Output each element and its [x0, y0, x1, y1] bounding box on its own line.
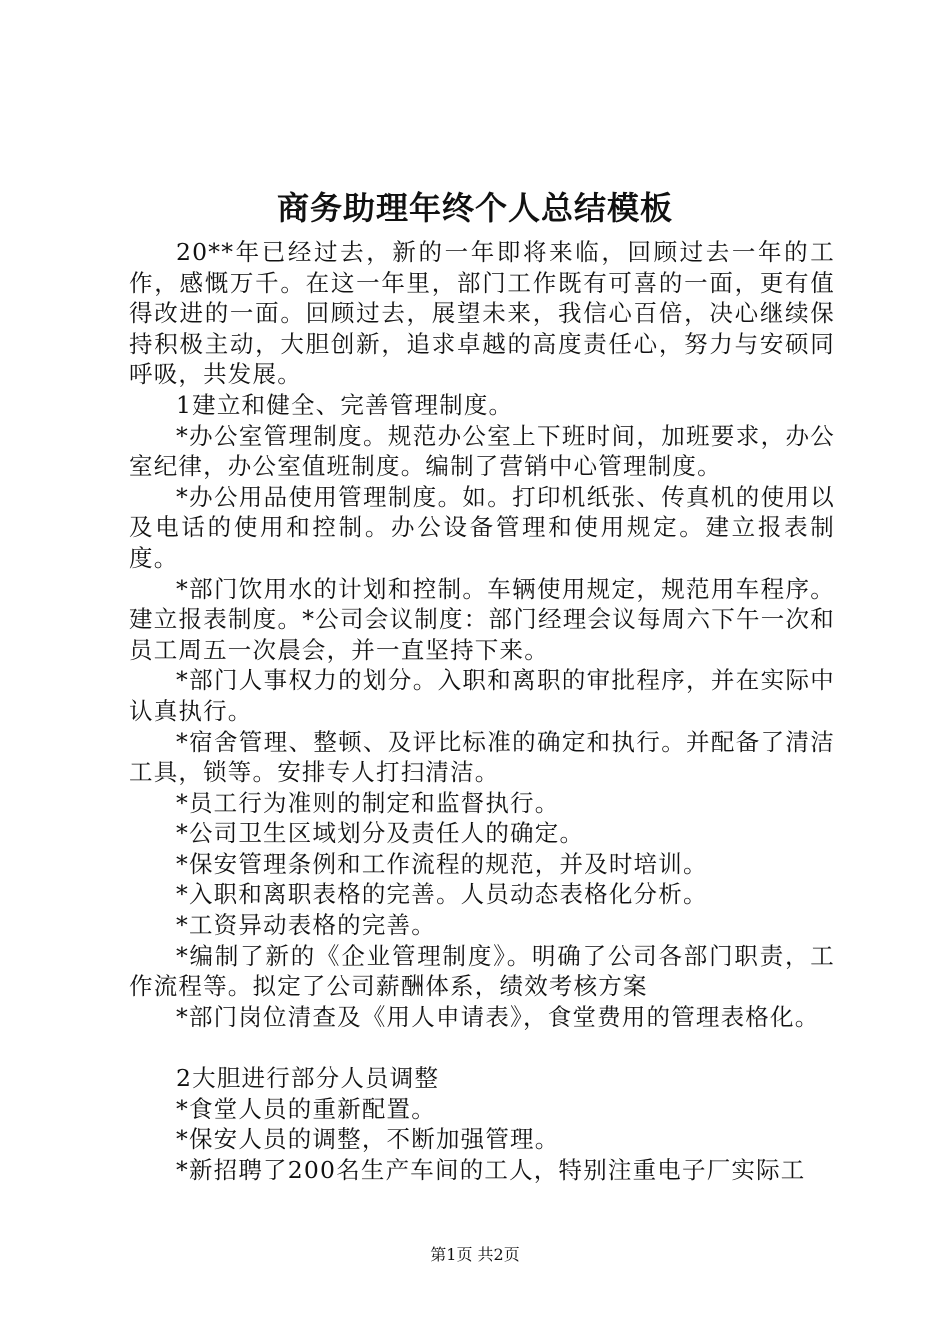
paragraph-office-supplies: *办公用品使用管理制度。如。打印机纸张、传真机的使用以及电话的使用和控制。办公设备管理和使用规定。建立报表制度。: [129, 482, 835, 572]
paragraph-intro: 20**年已经过去，新的一年即将来临，回顾过去一年的工作，感慨万千。在这一年里，部门工作既有可喜的一面，更有值得改进的一面。回顾过去，展望未来，我信心百倍，决心继续保持积极主动，大胆创新，追求卓越的高度责任心，努力与安硕同呼吸，共发展。: [129, 238, 835, 389]
paragraph-new-hires: *新招聘了200名生产车间的工人，特别注重电子厂实际工: [176, 1155, 806, 1184]
paragraph-position-audit: *部门岗位清查及《用人申请表》，食堂费用的管理表格化。: [176, 1002, 820, 1031]
section-heading-1: 1建立和健全、完善管理制度。: [176, 390, 514, 419]
paragraph-code-of-conduct: *员工行为准则的制定和监督执行。: [176, 788, 560, 817]
section-heading-2: 2大胆进行部分人员调整: [176, 1064, 440, 1093]
paragraph-office-rules: *办公室管理制度。规范办公室上下班时间，加班要求，办公室纪律，办公室值班制度。编制了营销中心管理制度。: [129, 421, 835, 481]
paragraph-dormitory: *宿舍管理、整顿、及评比标准的确定和执行。并配备了清洁工具，锁等。安排专人打扫清洁。: [129, 727, 835, 787]
paragraph-water-vehicle-meeting: *部门饮用水的计划和控制。车辆使用规定，规范用车程序。建立报表制度。*公司会议制度：部门经理会议每周六下午一次和员工周五一次晨会，并一直坚持下来。: [129, 574, 835, 664]
paragraph-canteen-staff: *食堂人员的重新配置。: [176, 1094, 436, 1123]
paragraph-entry-exit-forms: *入职和离职表格的完善。人员动态表格化分析。: [176, 880, 708, 909]
document-body: [129, 237, 835, 1185]
paragraph-security-rules: *保安管理条例和工作流程的规范，并及时培训。: [176, 849, 708, 878]
blank-line: [129, 1032, 835, 1063]
paragraph-hygiene-areas: *公司卫生区域划分及责任人的确定。: [176, 819, 585, 848]
page-number-footer: 第1页 共2页: [430, 1245, 520, 1264]
paragraph-security-staff: *保安人员的调整，不断加强管理。: [176, 1125, 560, 1154]
document-title: 商务助理年终个人总结模板: [276, 189, 673, 227]
paragraph-salary-forms: *工资异动表格的完善。: [176, 911, 436, 940]
paragraph-management-system: *编制了新的《企业管理制度》。明确了公司各部门职责，工作流程等。拟定了公司薪酬体系，绩效考核方案: [129, 941, 835, 1001]
paragraph-personnel-authority: *部门人事权力的划分。入职和离职的审批程序，并在实际中认真执行。: [129, 666, 835, 725]
